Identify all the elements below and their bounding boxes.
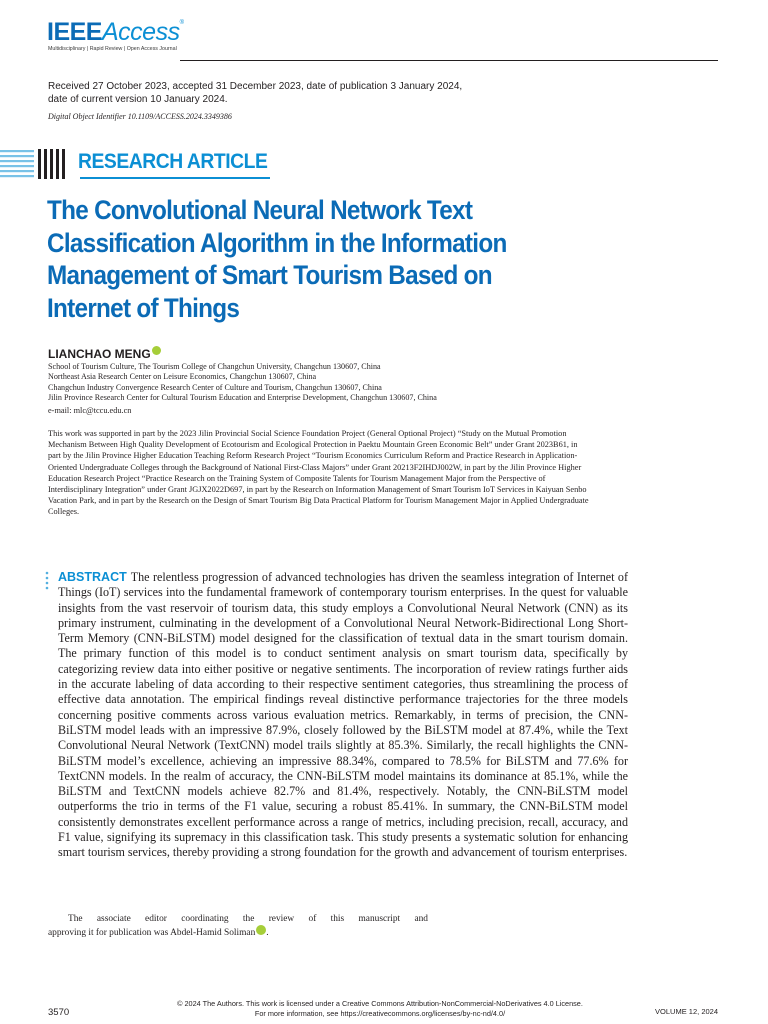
ieee-access-logo xyxy=(47,20,184,45)
abstract-text: The relentless progression of advanced technologies has driven the seamless integration of Internet of Things (IoT) services into the fundamental framework of contemporary tourism enterprises. In the quest for valuable insights from the vast reservoir of tourism data, this study employs a Convolutional Neural Network (CNN) as its primary instrument, culminating in the development of a Convolutional Neural Network-Bidirectional Long Short-Term Memory (CNN-BiLSTM) model designed for the classification of textual data in the smart tourism domain. The primary function of this model is to conduct sentiment analysis on smart tourism data, specifically by categorizing review data into either positive or negative sentiments. The incorporation of review ratings further aids in the accurate labeling of data according to their respective sentiment categories, thus streamlining the process of effective data annotation. The empirical findings reveal distinctive performance trajectories for the three models concerning positive comments across various evaluation metrics. Remarkably, in terms of precision, the CNN-BiLSTM model leads with an impressive 87.9%, closely followed by the BiLSTM model at 87.4%, while the Text Convolutional Neural Network (TextCNN) model trails slightly at 85.3%. Similarly, the recall highlights the CNN-BiLSTM model’s excellence, achieving an impressive 88.34%, compared to 78.5% for BiLSTM and 77.6% for TextCNN models. In the realm of accuracy, the CNN-BiLSTM model maintains its dominance at 85.1%, while the BiLSTM and TextCNN models achieve 82.7% and 81.4%, respectively. Notably, the CNN-BiLSTM model outperforms the trio in terms of the F1 value, securing a robust 85.41%. In summary, the CNN-BiLSTM model consistently demonstrates excellent performance across a range of metrics, including precision, recall, accuracy, and F1 value, signifying its supremacy in this classification task. This study presents a systematic solution for enhancing smart tourism services, thereby providing a strong foundation for the growth and advancement of tourism enterprises. xyxy=(58,570,628,860)
affiliation-1: School of Tourism Culture, The Tourism College of Changchun University, Changchun 130607, China xyxy=(48,362,381,371)
author-name: LIANCHAO MENG xyxy=(48,347,151,361)
editor-note-period: . xyxy=(266,928,269,938)
affiliations xyxy=(48,362,708,404)
license-notice xyxy=(150,999,610,1018)
logo-trademark: ® xyxy=(179,20,184,26)
logo-access-text: Access xyxy=(101,18,180,46)
banner-stripes-icon xyxy=(0,148,72,180)
editor-note-line-2: approving it for publication was Abdel-Hamid Soliman xyxy=(48,928,256,938)
header-divider xyxy=(180,60,718,61)
received-line-2: date of current version 10 January 2024. xyxy=(48,93,228,105)
orcid-icon[interactable] xyxy=(152,346,161,355)
banner-underline xyxy=(80,177,270,179)
section-banner-title: RESEARCH ARTICLE xyxy=(78,150,268,173)
abstract-dots-icon xyxy=(44,571,50,591)
page-number: 3570 xyxy=(48,1007,70,1018)
received-line-1: Received 27 October 2023, accepted 31 December 2023, date of publication 3 January 2024, xyxy=(48,81,463,92)
editor-note xyxy=(48,912,428,940)
paper-title: The Convolutional Neural Network Text Classification Algorithm in the Information Management of Smart Tourism Based on Internet of Things xyxy=(47,195,507,323)
editor-orcid-icon[interactable] xyxy=(256,925,266,935)
abstract-label: ABSTRACT xyxy=(58,570,127,584)
received-dates xyxy=(48,81,708,106)
affiliation-4: Jilin Province Research Center for Cultural Tourism Education and Enterprise Development, Changchun 130607, China xyxy=(48,393,437,403)
doi-identifier: Digital Object Identifier 10.1109/ACCESS.2024.3349386 xyxy=(48,112,232,121)
funding-statement: This work was supported in part by the 2023 Jilin Provincial Social Science Foundation Project (General Optional Project) “Study on the Mutual Promotion Mechanism Between High Quality Development of Ecotourism and Ecological Protection in Paektu Mountain Green Economic Belt” under Grant 2023B61, in part by the Jilin Province Higher Education Teaching Reform Research Project “Tourism Economics Curriculum Reform and Practice Research in Application-Oriented Undergraduate Colleges through the Background of National First-Class Majors” under Grant 20213F2IHDJ002W, in part by the Jilin Province Higher Education Research Project “Practice Research on the Training System of Composite Talents for Tourism Management Major from the Perspective of Interdisciplinary Integration” under Grant JGJX2022D697, in part by the Research on Information Management of Smart Tourism IoT Services in Kaiyuan Senbo Vacation Park, and in part by the Research on the Design of Smart Tourism Big Data Practical Platform for Tourism Management Major in Applied Undergraduate Colleges. xyxy=(48,429,589,517)
editor-note-line-2-wrap xyxy=(48,926,428,940)
license-line-1: © 2024 The Authors. This work is licensed under a Creative Commons Attribution-NonCommercial-NoDerivatives 4.0 License. xyxy=(177,999,583,1008)
affiliation-2: Northeast Asia Research Center on Leisure Economics, Changchun 130607, China xyxy=(48,372,317,382)
editor-note-line-1: The associate editor coordinating the review of this manuscript and xyxy=(68,914,428,924)
author-email: e-mail: mlc@tccu.edu.cn xyxy=(48,406,132,415)
license-link[interactable]: For more information, see https://creativecommons.org/licenses/by-nc-nd/4.0/ xyxy=(254,1008,506,1018)
author-block xyxy=(48,347,161,361)
abstract-block xyxy=(58,570,628,861)
journal-tagline: Multidisciplinary | Rapid Review | Open Access Journal xyxy=(48,46,177,52)
volume-info: VOLUME 12, 2024 xyxy=(655,1007,718,1016)
logo-ieee-text: IEEE xyxy=(47,18,102,46)
affiliation-3: Changchun Industry Convergence Research Center of Culture and Tourism, Changchun 130607, China xyxy=(48,382,382,392)
